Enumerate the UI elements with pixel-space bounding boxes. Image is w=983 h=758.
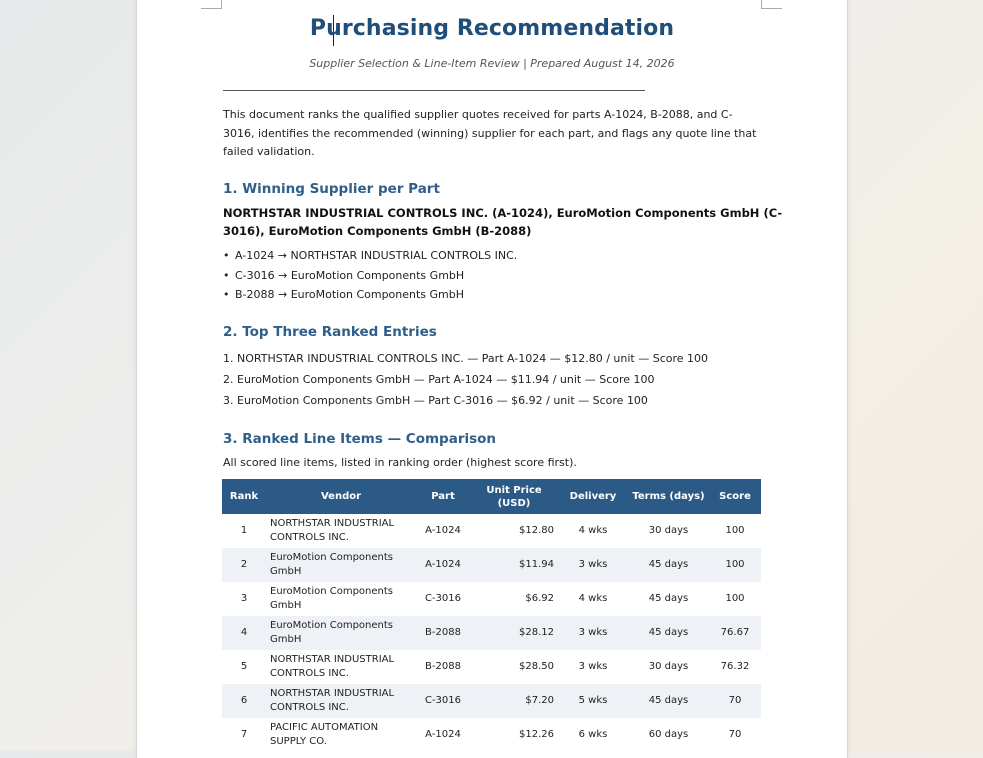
- section-3-heading[interactable]: 3. Ranked Line Items — Comparison: [223, 431, 497, 447]
- delivery-cell[interactable]: 3 wks: [578, 660, 608, 672]
- table-row: [222, 582, 761, 616]
- list-item[interactable]: [223, 266, 517, 286]
- price-cell[interactable]: $12.80: [519, 524, 554, 536]
- horizontal-rule: [223, 90, 645, 91]
- score-cell[interactable]: 76.32: [720, 660, 750, 672]
- vendor-cell[interactable]: PACIFIC AUTOMATION SUPPLY CO.: [270, 721, 379, 747]
- list-item[interactable]: 1. NORTHSTAR INDUSTRIAL CONTROLS INC. — Part A-1024 — $12.80 / unit — Score 100: [223, 352, 709, 365]
- list-item-text: C-3016 → EuroMotion Components GmbH: [235, 268, 465, 282]
- terms-cell[interactable]: 45 days: [648, 592, 689, 604]
- rank-cell[interactable]: 1: [240, 524, 248, 536]
- part-cell[interactable]: B-2088: [425, 660, 461, 672]
- terms-cell[interactable]: 45 days: [628, 548, 709, 582]
- section-1-heading[interactable]: 1. Winning Supplier per Part: [223, 181, 440, 197]
- terms-cell[interactable]: 45 days: [628, 616, 709, 650]
- margin-corner-mark: [201, 0, 222, 9]
- part-cell[interactable]: C-3016: [416, 684, 470, 718]
- rank-cell[interactable]: 5: [240, 660, 248, 672]
- part-cell[interactable]: A-1024: [425, 524, 461, 536]
- list-item-text: B-2088 → EuroMotion Components GmbH: [235, 288, 465, 301]
- table-caption[interactable]: All scored line items, listed in ranking order (highest score first).: [223, 456, 577, 469]
- terms-cell[interactable]: 30 days: [648, 660, 689, 672]
- part-cell[interactable]: A-1024: [425, 728, 461, 740]
- terms-cell[interactable]: 60 days: [648, 728, 689, 740]
- score-cell[interactable]: 100: [725, 524, 745, 536]
- rank-cell[interactable]: 2: [222, 548, 266, 582]
- bullet-icon: •: [223, 288, 230, 301]
- document-subtitle[interactable]: Supplier Selection & Line-Item Review | Prepared August 14, 2026: [309, 57, 675, 70]
- column-header: Rank: [222, 479, 266, 514]
- price-cell[interactable]: $28.50: [519, 660, 554, 672]
- table-row: [222, 514, 761, 548]
- price-cell[interactable]: $6.92: [525, 592, 554, 604]
- rank-cell[interactable]: 6: [222, 684, 266, 718]
- winner-list: [223, 246, 517, 305]
- list-item[interactable]: 3. EuroMotion Components GmbH — Part C-3016 — $6.92 / unit — Score 100: [223, 394, 648, 407]
- line-items-table: [222, 479, 761, 752]
- delivery-cell[interactable]: 3 wks: [558, 616, 628, 650]
- part-cell[interactable]: B-2088: [416, 616, 470, 650]
- score-cell[interactable]: 100: [725, 592, 745, 604]
- terms-cell[interactable]: 30 days: [648, 524, 689, 536]
- vendor-cell[interactable]: EuroMotion Components GmbH: [270, 585, 394, 611]
- bullet-icon: •: [223, 268, 230, 282]
- part-cell[interactable]: A-1024: [416, 548, 470, 582]
- table-header-row: [222, 479, 761, 514]
- score-cell[interactable]: 76.67: [709, 616, 761, 650]
- margin-corner-mark: [761, 0, 782, 9]
- list-item[interactable]: 2. EuroMotion Components GmbH — Part A-1024 — $11.94 / unit — Score 100: [223, 373, 655, 386]
- document-page: [136, 0, 848, 758]
- table-row: [222, 718, 761, 752]
- score-cell[interactable]: 70: [709, 684, 761, 718]
- column-header: Score: [709, 479, 761, 514]
- rank-cell[interactable]: 7: [240, 728, 248, 740]
- delivery-cell[interactable]: 3 wks: [558, 548, 628, 582]
- price-cell[interactable]: $28.12: [470, 616, 558, 650]
- price-cell[interactable]: $12.26: [519, 728, 554, 740]
- vendor-cell[interactable]: NORTHSTAR INDUSTRIAL CONTROLS INC.: [266, 684, 416, 718]
- section-2-heading[interactable]: 2. Top Three Ranked Entries: [223, 324, 437, 340]
- score-cell[interactable]: 70: [728, 728, 742, 740]
- column-header: Part: [416, 479, 470, 514]
- column-header: Unit Price (USD): [470, 479, 558, 514]
- rank-cell[interactable]: 4: [222, 616, 266, 650]
- vendor-cell[interactable]: NORTHSTAR INDUSTRIAL CONTROLS INC.: [270, 653, 395, 679]
- part-cell[interactable]: C-3016: [424, 592, 462, 604]
- vendor-cell[interactable]: NORTHSTAR INDUSTRIAL CONTROLS INC.: [270, 517, 395, 543]
- delivery-cell[interactable]: 4 wks: [578, 592, 608, 604]
- delivery-cell[interactable]: 4 wks: [578, 524, 608, 536]
- column-header: Terms (days): [628, 479, 709, 514]
- document-title[interactable]: Purchasing Recommendation: [309, 16, 675, 41]
- list-item-text: A-1024 → NORTHSTAR INDUSTRIAL CONTROLS INC.: [235, 249, 518, 262]
- bullet-icon: •: [223, 249, 230, 262]
- list-item[interactable]: [223, 285, 517, 305]
- vendor-cell[interactable]: EuroMotion Components GmbH: [266, 548, 416, 582]
- terms-cell[interactable]: 45 days: [628, 684, 709, 718]
- price-cell[interactable]: $7.20: [470, 684, 558, 718]
- column-header: Vendor: [266, 479, 416, 514]
- rank-cell[interactable]: 3: [240, 592, 248, 604]
- table-row: [222, 684, 761, 718]
- delivery-cell[interactable]: 5 wks: [558, 684, 628, 718]
- top-entries-list: [223, 348, 708, 411]
- score-cell[interactable]: 100: [709, 548, 761, 582]
- winner-summary[interactable]: NORTHSTAR INDUSTRIAL CONTROLS INC. (A-1024), EuroMotion Components GmbH (C-3016), EuroMotion Components GmbH (B-2088): [223, 206, 783, 238]
- intro-paragraph[interactable]: This document ranks the qualified supplier quotes received for parts A-1024, B-2088, and C-3016, identifies the recommended (winning) supplier for each part, and flags any quote line that failed validation.: [223, 108, 757, 158]
- list-item[interactable]: [223, 246, 517, 266]
- table-row: [222, 650, 761, 684]
- delivery-cell[interactable]: 6 wks: [578, 728, 608, 740]
- vendor-cell[interactable]: EuroMotion Components GmbH: [266, 616, 416, 650]
- table-row: [222, 616, 761, 650]
- table-row: [222, 548, 761, 582]
- column-header: Delivery: [558, 479, 628, 514]
- price-cell[interactable]: $11.94: [470, 548, 558, 582]
